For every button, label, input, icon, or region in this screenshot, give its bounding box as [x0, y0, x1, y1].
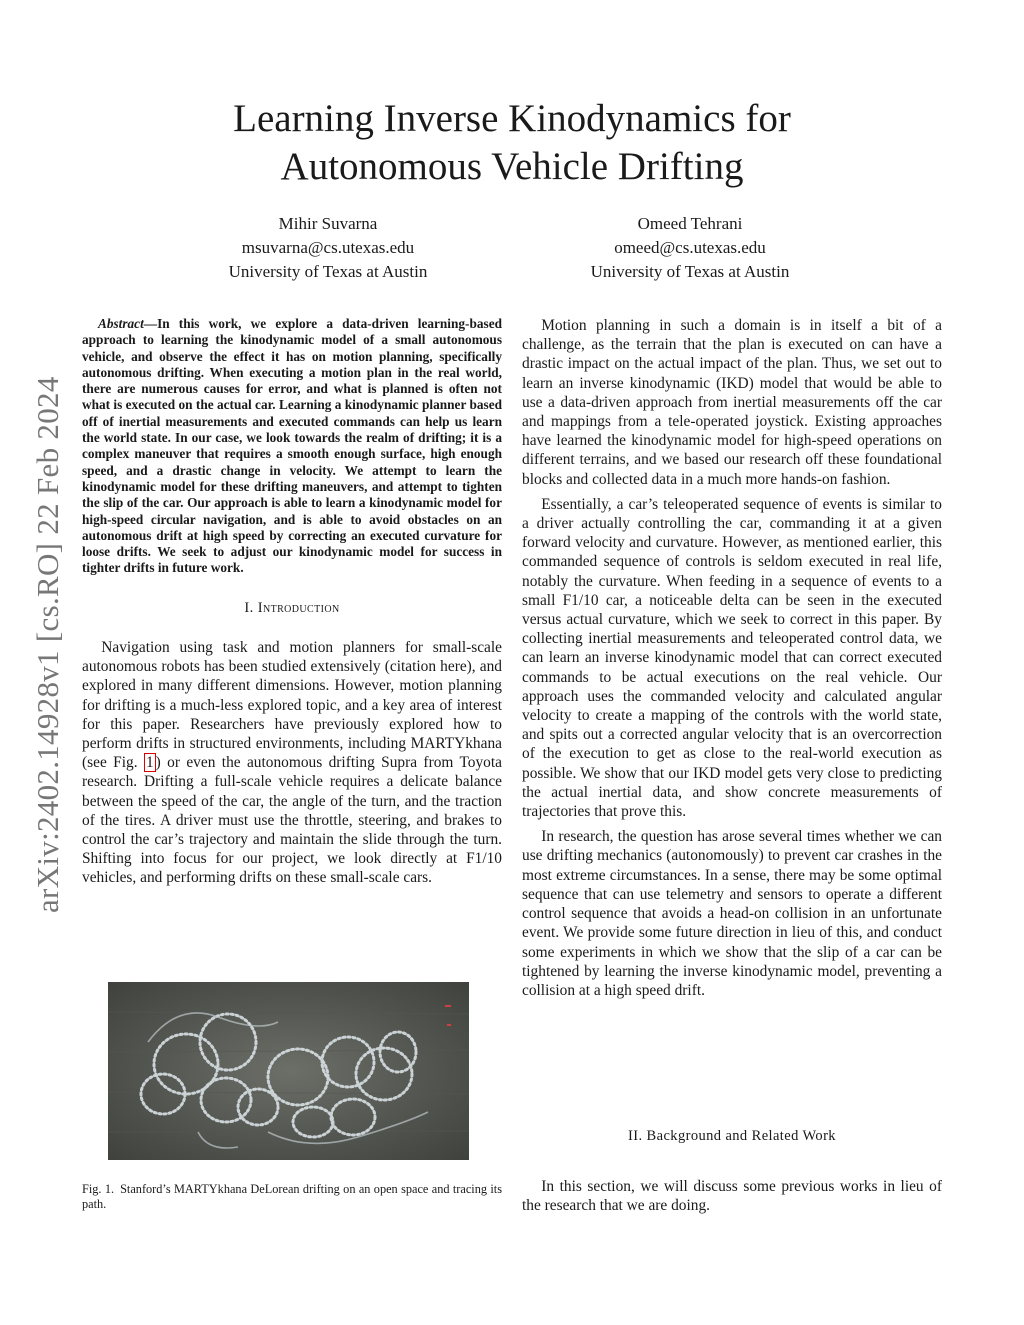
- author-email: msuvarna@cs.utexas.edu: [241, 238, 415, 257]
- author-email: omeed@cs.utexas.edu: [614, 238, 766, 257]
- section-first-letter: I: [257, 599, 263, 616]
- title-line-2: Autonomous Vehicle Drifting: [280, 145, 744, 188]
- author-block-1: [168, 212, 488, 284]
- intro-paragraph: [82, 638, 502, 888]
- heading-word-background: ackground and: [656, 1128, 748, 1144]
- paper-title: [0, 95, 1024, 191]
- title-line-1: Learning Inverse Kinodynamics for: [233, 97, 791, 140]
- author-name: Omeed Tehrani: [637, 214, 743, 233]
- right-column: [522, 316, 942, 1006]
- intro-text-part2: ) or even the autonomous drifting Supra from Toyota research. Drifting a full-scale vehicle requires a delicate balance between the speed of the car, the angle of the turn, and the traction of the tires. A driver must use the throttle, steering, and brakes to control the car’s trajectory and maintain the slide through the turn. Shifting into focus for our project, we look directly at F1/10 vehicles, and performing drifts on these small-scale cars.: [82, 754, 502, 887]
- heading-letter-b: B: [646, 1128, 657, 1144]
- abstract-text: In this work, we explore a data-driven learning-based approach to learning the kinodynamic model of a small autonomous vehicle, and observe the effect it has on motion planning, specifically autonomous drifting. When executing a motion plan in the real world, there are numerous causes for error, and what is planned is often not what is executed on the actual car. Learning a kinodynamic planner based off of inertial measurements and executed commands can help us learn the world state. In our case, we look towards the realm of drifting; it is a complex maneuver that requires a smooth enough surface, high enough speed, and a drastic change in velocity. We attempt to learn the kinodynamic model for these drifting maneuvers, and attempt to tighten the slip of the car. Our approach is able to learn a kinodynamic model for high-speed circular navigation, and is able to avoid obstacles on an autonomous drift at high speed by correcting an executed curvature for loose drifts. We seek to adjust our kinodynamic model for success in tighter drifts in future work.: [82, 316, 502, 576]
- right-paragraph-1: Motion planning in such a domain is in itself a bit of a challenge, as the terrain that the plan is executed on can have a drastic impact on the actual impact of the plan. Thus, we set out to learn an inverse kinodynamic (IKD) model that would be able to use a data-driven approach from inertial measurements off the car and mappings from a tele-operated joystick. Existing approaches have learned the kinodynamic model for high-speed operations on different terrains, and we based our research off these foundational blocks and collected data in a much more hands-on fashion.: [522, 317, 942, 488]
- abstract: Abstract—In this work, we explore a data-driven learning-based approach to learning the kinodynamic model of a small autonomous vehicle, and observe the effect it has on motion planning, specifically autonomous drifting. When executing a motion plan in the real world, there are numerous causes for error, and what is planned is often not what is executed on the actual car. Learning a kinodynamic planner based off of inertial measurements and executed commands can help us learn the world state. In our case, we look towards the realm of drifting; it is a complex maneuver that requires a smooth enough surface, high enough speed, and a drastic change in velocity. We attempt to learn the kinodynamic model for these drifting maneuvers, and attempt to tighten the slip of the car. Our approach is able to learn a kinodynamic model for high-speed circular navigation, and is able to avoid obstacles on an autonomous drift at high speed by correcting an executed curvature for loose drifts. We seek to adjust our kinodynamic model for success in tighter drifts in future work.: [82, 316, 502, 576]
- figure-caption: [82, 1182, 502, 1212]
- intro-text-part1: Navigation using task and motion planners for small-scale autonomous robots has been studied extensively (citation here), and explored in many different dimensions. However, motion planning for drifting is a much-less explored topic, and a key area of interest for this paper. Researchers have previously explored how to perform drifts in structured environments, including MARTYkhana (see Fig.: [82, 638, 502, 772]
- figure-reference-link[interactable]: 1: [145, 754, 154, 772]
- figure-label: Fig. 1.: [82, 1182, 115, 1196]
- figure-drift-photo: [108, 982, 469, 1160]
- background-paragraph: In this section, we will discuss some previous works in lieu of the research that we are doing.: [522, 1178, 942, 1215]
- heading-word-work: ork: [815, 1128, 836, 1144]
- right-paragraph-2: Essentially, a car’s teleoperated sequence of events is similar to a driver actually controlling the car, commanding it at a given forward velocity and curvature. However, as mentioned earlier, this commanded sequence of controls is seldom executed in real life, notably the curvature. When feeding in a sequence of events to a small F1/10 car, a noticeable delta can be seen in the executed versus actual curvature, which we seek to correct in this paper. By collecting inertial measurements and teleoperated control data, we can learn an inverse kinodynamic model that can correct executed commands to be actual executions on the real vehicle. Our approach uses the commanded velocity and calculated angular velocity to create a mapping of the controls with the world state, and spits out a corrected angular velocity that is an overcorrection of the execution to get as close to the real-world execution as possible. We show that our IKD model gets very close to predicting the actual inertial data, and show concrete measurements of trajectories that prove this.: [522, 495, 942, 821]
- drift-tracks-image: [108, 982, 469, 1160]
- heading-letter-w: W: [802, 1128, 816, 1144]
- left-column: [82, 316, 502, 894]
- section-heading-introduction: [82, 599, 502, 618]
- figure-caption-text: Stanford’s MARTYkhana DeLorean drifting on an open space and tracing its path.: [82, 1182, 502, 1211]
- section-numeral: I.: [244, 599, 254, 616]
- author-affiliation: University of Texas at Austin: [228, 262, 428, 281]
- author-name: Mihir Suvarna: [278, 214, 378, 233]
- arxiv-identifier: arXiv:2402.14928v1 [cs.RO] 22 Feb 2024: [30, 376, 65, 914]
- author-block-2: [530, 212, 850, 284]
- heading-letter-r: R: [751, 1128, 762, 1144]
- author-affiliation: University of Texas at Austin: [590, 262, 790, 281]
- section-title-rest: ntroduction: [262, 599, 340, 616]
- section-numeral: II.: [628, 1128, 643, 1144]
- heading-word-related: elated: [761, 1128, 799, 1144]
- right-paragraph-3: In research, the question has arose several times whether we can use drifting mechanics (autonomously) to prevent car crashes in the most extreme circumstances. In a sense, there may be some optimal sequence that can use telemetry and sensors to operate a different control sequence that avoids a head-on collision in an unfortunate event. We provide some future direction in lieu of this, and conduct some experiments in which we show that the slip of a car can be tightened by learning the inverse kinodynamic model, preventing a collision at a high speed drift.: [522, 828, 942, 999]
- abstract-label: Abstract: [97, 316, 144, 331]
- section-heading-background: [522, 1128, 942, 1145]
